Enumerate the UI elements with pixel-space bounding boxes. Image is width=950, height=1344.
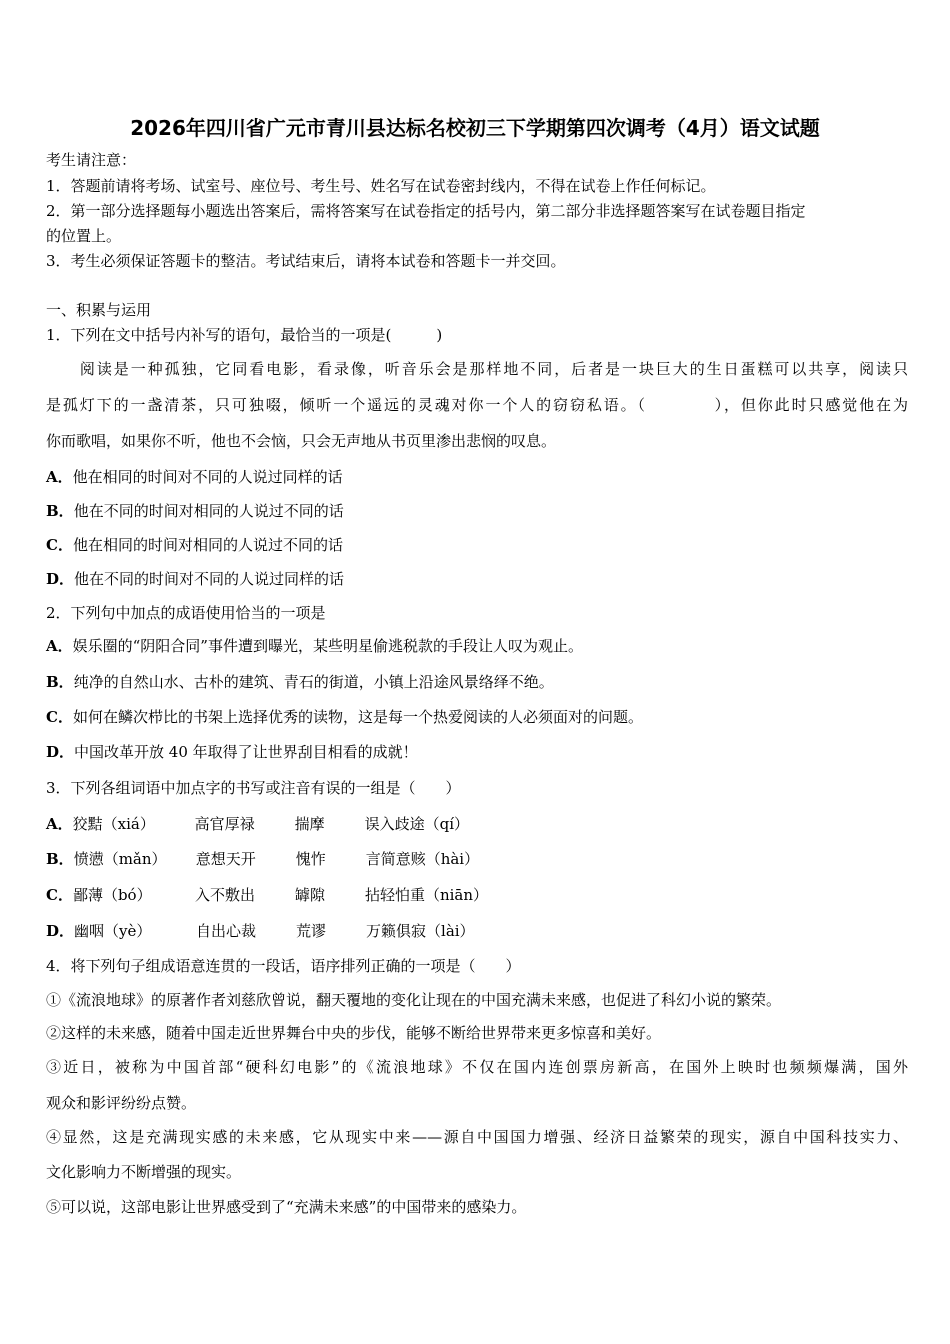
notice-item: 2．第一部分选择题每小题选出答案后，需将答案写在试卷指定的括号内，第二部分非选择题答案写在试卷题目指定 xyxy=(46,202,806,220)
option-text: 如何在鳞次栉比的书架上选择优秀的读物，这是每一个热爱阅读的人必须面对的问题。 xyxy=(72,708,643,726)
option-word: 入不敷出 xyxy=(194,886,255,904)
section-heading: 一、积累与运用 xyxy=(46,301,152,319)
option-word: 狡黠（xiá） xyxy=(72,815,155,833)
sentence-3-cont: 观众和影评纷纷点赞。 xyxy=(46,1094,197,1112)
option-letter: A． xyxy=(46,815,73,833)
page-title: 2026年四川省广元市青川县达标名校初三下学期第四次调考（4月）语文试题 xyxy=(130,116,820,140)
option-letter: A． xyxy=(46,637,73,655)
sentence-4-cont: 文化影响力不断增强的现实。 xyxy=(46,1163,242,1181)
option-word: 鄙薄（bó） xyxy=(72,886,152,904)
option-letter: B． xyxy=(46,673,74,691)
option-word: 幽咽（yè） xyxy=(74,922,152,940)
option-b xyxy=(46,672,554,692)
question-4-stem: 4．将下列句子组成语意连贯的一段话，语序排列正确的一项是（ ） xyxy=(46,957,521,975)
option-text: 娱乐圈的“阴阳合同”事件遭到曝光，某些明星偷逃税款的手段让人叹为观止。 xyxy=(72,637,583,655)
option-letter: C． xyxy=(46,708,73,726)
option-word: 愧怍 xyxy=(295,850,326,868)
option-text: 他在相同的时间对相同的人说过不同的话 xyxy=(72,536,343,554)
option-word: 高官厚禄 xyxy=(194,815,255,833)
option-word: 言简意赅（hài） xyxy=(365,850,480,868)
option-b xyxy=(46,849,479,869)
question-3-stem: 3．下列各组词语中加点字的书写或注音有误的一组是（ ） xyxy=(46,779,461,797)
question-1-stem: 1．下列在文中括号内补写的语句，最恰当的一项是( ) xyxy=(46,326,443,344)
option-a xyxy=(46,814,469,834)
option-word: 揣摩 xyxy=(294,815,325,833)
option-letter: D． xyxy=(46,922,75,940)
option-d xyxy=(46,742,418,762)
option-d xyxy=(46,569,344,589)
option-text: 纯净的自然山水、古朴的建筑、青石的街道，小镇上沿途风景络绎不绝。 xyxy=(73,673,554,691)
option-letter: D． xyxy=(46,743,75,761)
option-text: 中国改革开放 40 年取得了让世界刮目相看的成就！ xyxy=(74,743,418,761)
notice-item: 3．考生必须保证答题卡的整洁。考试结束后，请将本试卷和答题卡一并交回。 xyxy=(46,252,566,270)
option-letter: C． xyxy=(46,536,73,554)
option-letter: D． xyxy=(46,570,75,588)
sentence-1: ①《流浪地球》的原著作者刘慈欣曾说，翻天覆地的变化让现在的中国充满未来感，也促进了科幻小说的繁荣。 xyxy=(46,991,782,1009)
sentence-5: ⑤可以说，这部电影让世界感受到了“充满未来感”的中国带来的感染力。 xyxy=(46,1198,527,1216)
option-c xyxy=(46,535,343,555)
option-c xyxy=(46,885,488,905)
notice-item: 1．答题前请将考场、试室号、座位号、考生号、姓名写在试卷密封线内，不得在试卷上作任何标记。 xyxy=(46,177,716,195)
option-word: 愤懑（mǎn） xyxy=(73,850,167,868)
option-text: 他在不同的时间对不同的人说过同样的话 xyxy=(74,570,345,588)
notice-item: 的位置上。 xyxy=(46,227,122,245)
option-word: 意想天开 xyxy=(195,850,256,868)
sentence-3: ③近日，被称为中国首部“硬科幻电影”的《流浪地球》不仅在国内连创票房新高，在国外上映时也频频爆满，国外 xyxy=(46,1058,908,1076)
question-1-passage: 阅读是一种孤独，它同看电影，看录像，听音乐会是那样地不同，后者是一块巨大的生日蛋糕可以共享，阅读只 xyxy=(46,360,908,378)
option-word: 万籁俱寂（lài） xyxy=(366,922,475,940)
option-text: 他在相同的时间对不同的人说过同样的话 xyxy=(72,468,343,486)
option-d xyxy=(46,921,475,941)
option-text: 他在不同的时间对相同的人说过不同的话 xyxy=(73,502,344,520)
option-letter: C． xyxy=(46,886,73,904)
option-letter: A． xyxy=(46,468,73,486)
option-word: 拈轻怕重（niān） xyxy=(364,886,489,904)
option-a xyxy=(46,636,583,656)
sentence-2: ②这样的未来感，随着中国走近世界舞台中央的步伐，能够不断给世界带来更多惊喜和美好。 xyxy=(46,1024,662,1042)
notice-heading: 考生请注意： xyxy=(46,151,137,169)
option-b xyxy=(46,501,344,521)
option-c xyxy=(46,707,643,727)
sentence-4: ④显然，这是充满现实感的未来感，它从现实中来——源自中国国力增强、经济日益繁荣的现实，源自中国科技实力、 xyxy=(46,1128,908,1146)
option-word: 荒谬 xyxy=(296,922,327,940)
question-2-stem: 2．下列句中加点的成语使用恰当的一项是 xyxy=(46,604,326,622)
option-word: 误入歧途（qí） xyxy=(364,815,470,833)
option-word: 罅隙 xyxy=(294,886,325,904)
option-letter: B． xyxy=(46,502,74,520)
option-letter: B． xyxy=(46,850,74,868)
option-word: 自出心裁 xyxy=(196,922,257,940)
question-1-passage: 你而歌唱，如果你不听，他也不会恼，只会无声地从书页里渗出悲悯的叹息。 xyxy=(46,432,557,450)
question-1-passage: 是孤灯下的一盏清茶，只可独啜，倾听一个遥远的灵魂对你一个人的窃窃私语。（ ），但你此时只感觉他在为 xyxy=(46,396,908,414)
option-a xyxy=(46,467,343,487)
